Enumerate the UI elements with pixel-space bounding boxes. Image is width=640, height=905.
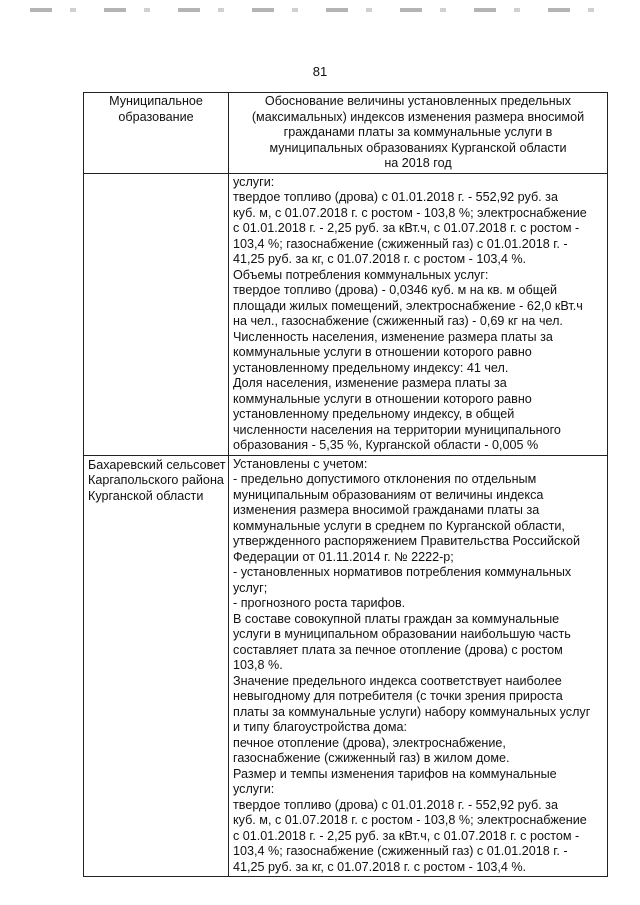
text-line: изменения размера вносимой гражданами платы за	[233, 503, 540, 517]
table-header-row	[84, 93, 608, 174]
text-line: на чел., газоснабжение (сжиженный газ) - 0,69 кг на чел.	[233, 314, 563, 328]
text-line: В составе совокупной платы граждан за коммунальные	[233, 611, 560, 626]
text-line: куб. м, с 01.07.2018 г. с ростом - 103,8 %; электроснабжение	[233, 205, 587, 220]
row1-justification-cell	[229, 173, 608, 455]
text-line: и типу благоустройства дома:	[233, 720, 408, 734]
text-line: твердое топливо (дрова) - 0,0346 куб. м на кв. м общей	[233, 283, 558, 297]
text-line: установленному предельному индексу, в общей	[233, 407, 515, 421]
text-line: составляет плата за печное отопление (дрова) с ростом	[233, 642, 563, 657]
text-line: 41,25 руб. за кг, с 01.07.2018 г. с ростом - 103,4 %.	[233, 859, 527, 874]
text-line: Объемы потребления коммунальных услуг:	[233, 267, 489, 282]
text-line: услуг;	[233, 580, 268, 595]
table-row	[84, 455, 608, 877]
text-line: Каргапольского района	[88, 473, 224, 487]
text-line: муниципальным образованиям от величины индекса	[233, 487, 544, 502]
row1-municipality-cell	[84, 173, 229, 455]
text-line: услуги:	[233, 782, 275, 796]
text-line: Установлены с учетом:	[233, 456, 368, 471]
text-line: численности населения на территории муниципального	[233, 422, 561, 437]
text-line: твердое топливо (дрова) с 01.01.2018 г. - 552,92 руб. за	[233, 190, 558, 204]
text-line: Обоснование величины установленных предельных	[264, 94, 572, 108]
text-line: печное отопление (дрова), электроснабжение,	[233, 735, 506, 750]
text-line: - прогнозного роста тарифов.	[233, 596, 406, 610]
row1-justification	[233, 175, 603, 454]
text-line: коммунальные услуги в отношении которого равно	[233, 345, 532, 359]
text-line: Бахаревский сельсовет	[88, 457, 226, 472]
text-line: коммунальные услуги в отношении которого равно	[233, 391, 532, 406]
text-line: муниципальных образованиях Курганской области	[269, 140, 567, 155]
text-line: коммунальные услуги в среднем по Курганской области,	[233, 518, 565, 533]
row2-justification	[233, 457, 603, 876]
text-line: 103,4 %; газоснабжение (сжиженный газ) с 01.01.2018 г. -	[233, 236, 568, 251]
text-line: площади жилых помещений, электроснабжение - 62,0 кВт.ч	[233, 298, 583, 313]
text-line: - предельно допустимого отклонения по отдельным	[233, 472, 537, 486]
header-municipality-text	[88, 94, 224, 125]
text-line: (максимальных) индексов изменения размера вносимой	[251, 109, 585, 124]
text-line: услуги в муниципальном образовании наибольшую часть	[233, 627, 571, 641]
header-justification-text	[233, 94, 603, 172]
row2-municipality-cell	[84, 455, 229, 877]
text-line: Значение предельного индекса соответствует наиболее	[233, 673, 562, 688]
header-justification	[229, 93, 608, 174]
text-line: с 01.01.2018 г. - 2,25 руб. за кВт.ч, с 01.07.2018 г. с ростом -	[233, 221, 580, 235]
header-municipality	[84, 93, 229, 174]
text-line: невыгодному для потребителя (с точки зрения прироста	[233, 689, 563, 703]
page-number: 81	[312, 64, 328, 79]
text-line: платы за коммунальные услуги) набору коммунальных услуг	[233, 704, 591, 719]
text-line: Размер и темпы изменения тарифов на коммунальные	[233, 766, 557, 781]
text-line: Курганской области	[88, 488, 204, 503]
text-line: услуги:	[233, 174, 275, 189]
row1-municipality	[88, 175, 224, 176]
text-line: образования - 5,35 %, Курганской области - 0,005 %	[233, 438, 539, 452]
text-line: утвержденного распоряжением Правительства Российской	[233, 534, 581, 548]
text-line: Федерации от 01.11.2014 г. № 2222-р;	[233, 549, 454, 564]
text-line: - установленных нормативов потребления коммунальных	[233, 565, 572, 579]
text-line: образование	[118, 109, 194, 124]
text-line: установленному предельному индексу: 41 чел.	[233, 360, 509, 375]
text-line: 41,25 руб. за кг, с 01.07.2018 г. с ростом - 103,4 %.	[233, 252, 527, 266]
text-line: твердое топливо (дрова) с 01.01.2018 г. - 552,92 руб. за	[233, 797, 558, 812]
text-line: куб. м, с 01.07.2018 г. с ростом - 103,8 %; электроснабжение	[233, 813, 587, 827]
text-line: с 01.01.2018 г. - 2,25 руб. за кВт.ч, с 01.07.2018 г. с ростом -	[233, 828, 580, 843]
text-line: Численность населения, изменение размера платы за	[233, 329, 553, 344]
text-line: на 2018 год	[384, 156, 452, 170]
table-row	[84, 173, 608, 455]
text-line: газоснабжение (сжиженный газ) в жилом доме.	[233, 751, 510, 765]
row2-justification-cell	[229, 455, 608, 877]
text-line: Муниципальное	[109, 94, 203, 108]
tariff-table	[83, 92, 608, 877]
text-line: Доля населения, изменение размера платы за	[233, 376, 507, 390]
text-line: гражданами платы за коммунальные услуги в	[283, 125, 553, 139]
text-line: 103,8 %.	[233, 658, 283, 672]
text-line: 103,4 %; газоснабжение (сжиженный газ) с 01.01.2018 г. -	[233, 844, 568, 858]
row2-municipality	[88, 457, 224, 505]
scan-artifact-strip	[30, 8, 610, 12]
